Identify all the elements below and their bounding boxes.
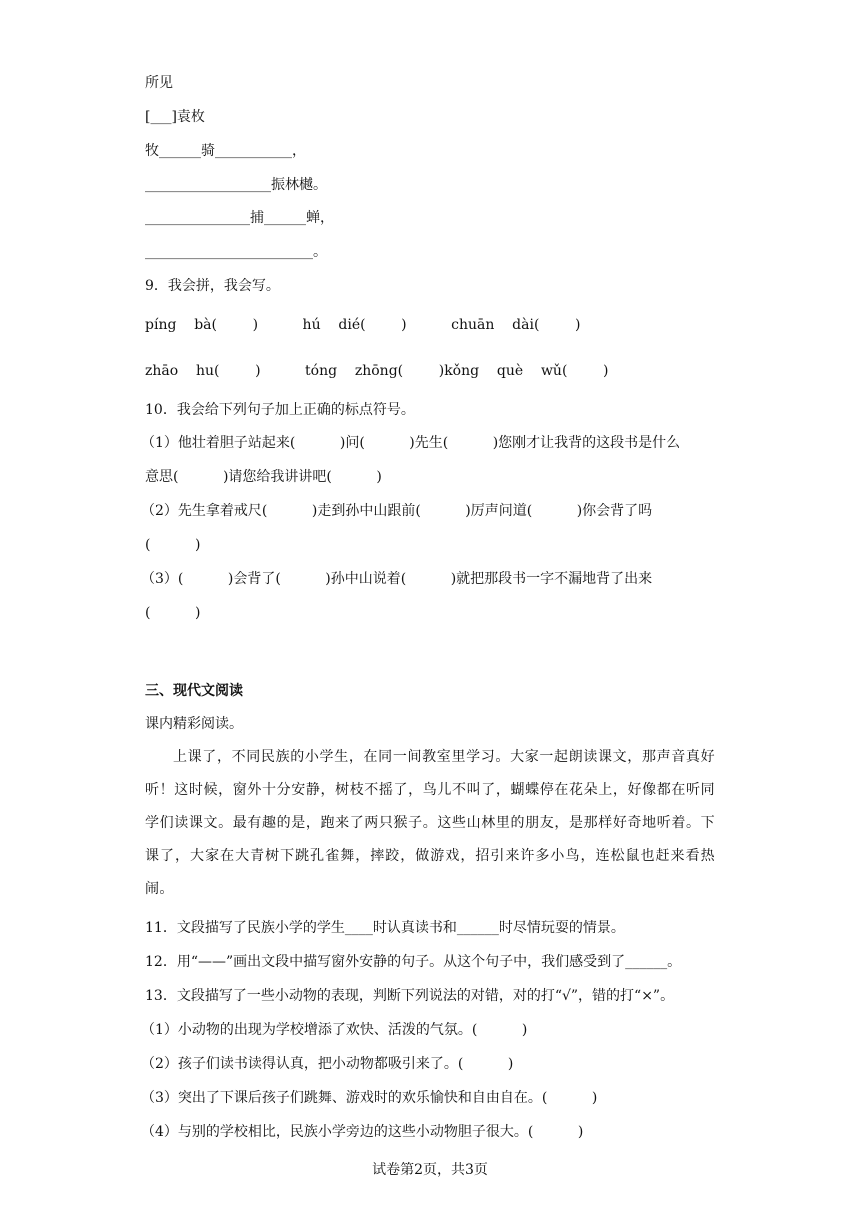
passage-text: 上课了，不同民族的小学生，在同一间教室里学习。大家一起朗读课文，那声音真好听！这时候，窗外十分安静，树枝不摇了，鸟儿不叫了，蝴蝶停在花朵上，好像都在听同学们读课文。最有趣的是，跑来了两只猴子。这些山林里的朋友，是那样好奇地听着。下课了，大家在大青树下跳孔雀舞，摔跤，做游戏，招引来许多小鸟，连松鼠也赶来看热闹。 [145,749,715,897]
poem-title: 所见 [145,75,173,91]
q10-sentence-3b: ( ) [145,605,201,621]
q10-sentence-2b: ( ) [145,537,201,553]
poem-line-1: 牧______骑___________， [145,143,306,159]
poem-line-4: ________________________。 [145,244,327,260]
q10-title: 10．我会给下列句子加上正确的标点符号。 [145,402,415,418]
poem-line-3: _______________捕______蝉， [145,210,334,226]
q9-pinyin-row-1: píng bà( ) hú dié( ) chuān dài( ) [145,317,581,333]
q10-sentence-2a: （2）先生拿着戒尺( )走到孙中山跟前( )厉声问道( )你会背了吗 [141,503,653,519]
q10-sentence-3a: （3）( )会背了( )孙中山说着( )就把那段书一字不漏地背了出来 [141,571,653,587]
q10-sentence-1a: （1）他壮着胆子站起来( )问( )先生( )您刚才让我背的这段书是什么 [141,435,681,451]
q9-title: 9．我会拼，我会写。 [145,278,280,294]
reading-passage [145,741,715,906]
reading-intro: 课内精彩阅读。 [145,716,243,732]
q13-item: （4）与别的学校相比，民族小学旁边的这些小动物胆子很大。( ) [141,1124,584,1140]
q13-item: （2）孩子们读书读得认真，把小动物都吸引来了。( ) [141,1056,514,1072]
page-footer: 试卷第2页，共3页 [372,1162,488,1178]
q13-item: （3）突出了下课后孩子们跳舞、游戏时的欢乐愉快和自由自在。( ) [141,1090,598,1106]
q13-item: （1）小动物的出现为学校增添了欢快、活泼的气氛。( ) [141,1022,528,1038]
section-heading: 三、现代文阅读 [145,683,243,699]
q11: 11．文段描写了民族小学的学生____时认真读书和______时尽情玩耍的情景。 [145,920,625,936]
q10-sentence-1b: 意思( )请您给我讲讲吧( ) [145,469,382,485]
poem-line-2: __________________振林樾。 [145,177,327,193]
poem-author: [___]袁枚 [145,109,205,125]
q13-title: 13．文段描写了一些小动物的表现，判断下列说法的对错，对的打“√”，错的打“×”。 [145,988,675,1004]
q9-pinyin-row-2: zhāo hu( ) tóng zhōng( )kǒng què wǔ( ) [145,363,609,379]
q12: 12．用“——”画出文段中描写窗外安静的句子。从这个句子中，我们感受到了______。 [145,954,682,970]
